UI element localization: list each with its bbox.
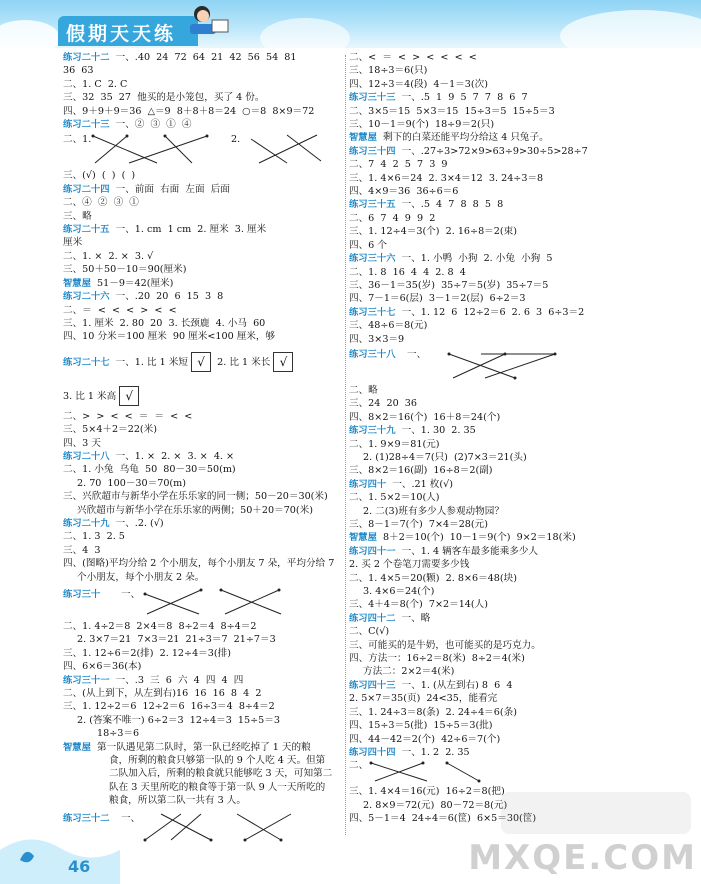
answer-line: 四、7－1＝6(层) 3－1＝2(层) 6÷2＝3 [349,293,526,305]
answer-line: 练习三十一 一、.3 三 6 六 4 四 4 四 [63,674,244,686]
book-title: 假期天天练 [66,23,177,45]
section-label: 练习四十 [349,478,387,490]
answer-line: 三、1. 24÷3＝8(条) 2. 24÷4＝6(条) [349,706,517,718]
answer-line: 二、1. 8 16 4 4 2. 8 4 [349,266,466,278]
section-label: 练习二十七 [63,356,110,368]
answer-line: 三、1. 12÷6＝2(排) 2. 12÷4＝3(排) [63,647,231,659]
answer-line: 二、< ＝ < > < < < < [349,52,477,63]
answer-line: 三、1. 12÷2＝6 12÷2＝6 16÷3＝4 8÷4＝2 [63,701,275,713]
answer-line: 练习二十四 一、前面 右面 左面 后面 [63,183,230,195]
answer-line: 智慧屋 剩下的白菜还能平均分给这 4 只兔子。 [349,132,549,144]
answer-line: 四、12÷3＝4(段) 4－1＝3(次) [349,78,488,90]
matching-figure: 练习三十八 一、 [349,346,649,384]
answer-line: 3. 4×6＝24(个) [363,586,435,598]
section-label: 练习三十九 [349,425,396,437]
answer-line: 四、方法一：16÷2＝8(米) 8÷2＝4(米) [349,653,525,665]
answer-line: 练习二十七 一、1. 比 1 米短 √ 2. 比 1 米长 √ [63,350,343,376]
answer-line: 练习三十五 一、.5 4 7 8 8 5 8 [349,199,504,211]
column-divider [345,55,346,835]
section-label: 智慧屋 [349,132,377,144]
check-box: √ [119,386,139,406]
answer-line: 智慧屋 第一队遇见第二队时，第一队已经吃掉了 1 天的粮 [63,741,311,753]
answer-line: 二、1. C 2. C [63,78,128,90]
answer-line: 二、1. 3 2. 5 [63,531,125,543]
answer-line: 四、6 个 [349,239,387,251]
answer-line: 三、(√) ( ) ( ) [63,170,136,182]
answer-line: 二、1. × 2. × 3. √ [63,250,154,262]
answer-line: 队在 3 天里所吃的粮食等于第一队 9 人一天所吃的 [109,781,326,793]
answer-line: 二、7 4 2 5 7 3 9 [349,159,448,171]
section-label: 智慧屋 [63,277,91,289]
section-label: 练习四十二 [349,612,396,624]
header-banner [0,0,701,48]
answer-line: 三、可能买的是牛奶，也可能买的是巧克力。 [349,639,541,651]
answer-line: 练习四十三 一、1. (从左到右) 8 6 4 [349,679,513,691]
answer-line: 练习二十八 一、1. × 2. × 3. × 4. × [63,450,235,462]
check-box: √ [191,352,211,372]
answer-line: 二、＝ < < < > < < [63,304,177,316]
answer-line: 三、1. 4×4＝16(元) 16÷2＝8(把) [349,786,505,798]
answer-line: 2. 70 100－30＝70(m) [77,477,187,489]
answer-line: 四、10 分米＝100 厘米 90 厘米<100 厘米，够 [63,331,276,343]
section-label: 练习四十三 [349,679,396,691]
answer-line: 2. 5×7＝35(页) 24<35，能看完 [349,693,498,705]
section-label: 练习四十一 [349,545,396,557]
answer-line: 三、18÷3＝6(只) [349,65,428,77]
answer-line: 36 63 [63,65,94,77]
section-label: 练习三十五 [349,199,396,211]
section-label: 练习二十九 [63,517,110,529]
answer-line: 四、8×2＝16(个) 16＋8＝24(个) [349,411,501,423]
answer-line: 练习二十五 一、1. cm 1 cm 2. 厘米 3. 厘米 [63,224,267,236]
answer-line: 练习三十九 一、1. 30 2. 35 [349,425,476,437]
wave-decoration [0,830,120,884]
answer-line: 三、24 20 36 [349,398,418,410]
section-label: 智慧屋 [63,741,91,753]
answer-line: 四、6×6＝36(本) [63,661,142,673]
answer-line: 个小朋友，每个小朋友 2 朵。 [77,571,205,583]
answer-line: 2. (1)28÷4＝7(只) (2)7×3＝21(头) [363,451,527,463]
answer-line: 三、8－1＝7(个) 7×4＝28(元) [349,519,488,530]
answer-line: 三、4 3 [63,544,101,556]
answer-line: 二、1. 小兔 乌龟 50 80－30＝50(m) [63,464,236,476]
answer-line: 三、8×2＝16(副) 16÷8＝2(副) [349,465,493,477]
answer-line: 粮食，所以第二队一共有 3 人。 [109,795,246,807]
answer-line: 四、15÷3＝5(批) 15÷5＝3(批) [349,720,493,732]
answer-line: 厘米 [63,237,83,249]
answer-line: 三、36－1＝35(岁) 35÷7＝5(岁) 35÷7＝5 [349,279,549,291]
section-label: 练习二十三 [63,119,110,131]
answer-line: 二、6 7 4 9 9 2 [349,212,436,224]
answer-line: 练习二十六 一、.20 20 6 15 3 8 [63,291,224,303]
section-label: 练习三十二 [63,812,110,824]
section-label: 练习三十 [63,589,101,600]
answer-line: 二、④ ② ③ ① [63,197,139,209]
answer-line: 二、1. 4×5＝20(颗) 2. 8×6＝48(块) [349,572,517,584]
answer-line: 四、(图略)平均分给 2 个小朋友，每个小朋友 7 朵，平均分给 7 [63,558,335,570]
answer-line: 三、1. 厘米 2. 80 20 3. 长颈鹿 4. 小马 60 [63,317,266,329]
answer-line: 练习四十四 一、1. 2 2. 35 [349,746,470,758]
answer-line: 2. 买 2 个卷笔刀需要多少钱 [349,559,470,571]
answer-line: 三、1. 4×6＝24 2. 3×4＝12 3. 24÷3＝8 [349,172,544,184]
answer-line: 二、> > < < ＝ ＝ < < [63,410,193,422]
answer-line: 二、1. 5×2＝10(人) [349,492,440,504]
answer-line: 18÷3＝6 [97,728,140,740]
answer-line: 四、3 天 [63,437,101,449]
section-label: 练习四十四 [349,746,396,758]
check-box: √ [273,352,293,372]
section-label: 练习三十八 [349,348,396,360]
page-number: 46 [68,857,91,876]
answer-line: 三、兴欣超市与新华小学在乐乐家的同一侧；50－20＝30(米) [63,491,328,503]
answer-line: 三、4＋4＝8(个) 7×2＝14(人) [349,599,488,611]
answer-line: 练习四十 一、.21 枚(√) [349,478,453,490]
answer-line: 智慧屋 51－9＝42(厘米) [63,277,174,289]
answer-line: 练习三十三 一、.5 1 9 5 7 7 8 6 7 [349,92,528,104]
left-column [63,51,343,848]
answer-line: 练习二十二 一、.40 24 72 64 21 42 56 54 81 [63,52,297,63]
section-label: 练习二十八 [63,450,110,462]
answer-line: 3. 比 1 米高 √ [63,384,343,410]
answer-line: 三、1. 12÷4＝3(个) 2. 16÷8＝2(束) [349,226,517,238]
answer-line: 四、5－1＝4 24÷4＝6(筐) 6×5＝30(筐) [349,813,537,825]
cloud-decoration [560,10,701,48]
answer-line: 三、5×4＋2＝22(米) [63,424,158,436]
matching-figure: 二、1. 2. [63,131,343,169]
answer-line: 二、1. 9×9＝81(元) [349,438,440,450]
section-label: 练习三十六 [349,253,396,265]
matching-lines-figure [141,808,311,848]
answer-line: 练习三十六 一、1. 小鸭 小狗 2. 小兔 小狗 5 [349,253,553,265]
section-label: 练习二十五 [63,224,110,236]
answer-line: 三、32 35 27 他买的是小笼包，买了 4 份。 [63,92,265,104]
section-label: 练习二十六 [63,291,110,303]
answer-line: 2. 8×9＝72(元) 80－72＝8(元) [363,799,508,811]
answer-line: 三、略 [63,210,92,222]
answer-line: 四、4×9＝36 36÷6＝6 [349,186,459,198]
section-label: 练习二十二 [63,52,110,63]
matching-lines-figure [247,131,327,169]
answer-line: 二、略 [349,384,378,396]
section-label: 练习二十四 [63,183,110,195]
section-label: 练习三十一 [63,674,110,686]
section-label: 练习三十七 [349,306,396,318]
answer-line: 二、1. 4÷2＝8 2×4＝8 8÷2＝4 8÷4＝2 [63,621,257,632]
answer-line: 方法二：2×2＝4(米) [363,666,455,678]
child-reading-icon [182,2,232,46]
answer-line: 四、44－42＝2(个) 42÷6＝7(个) [349,733,501,745]
answer-line: 三、10－1＝9(个) 18÷9＝2(只) [349,119,495,131]
answer-line: 三、50＋50－10＝90(厘米) [63,264,187,276]
answer-line: 四、9＋9＋9＝36 △＝9 8＋8＋8＝24 ○＝8 8×9＝72 [63,105,315,117]
answer-line: 智慧屋 8＋2＝10(个) 10－1＝9(个) 9×2＝18(米) [349,532,576,544]
answer-line: 三、48÷6＝8(元) [349,320,428,332]
answer-line: 练习二十九 一、.2. (√) [63,517,164,529]
cloud-decoration [260,18,350,48]
book-title-tab [58,16,198,46]
section-label: 智慧屋 [349,532,377,544]
matching-lines-figure [87,131,237,169]
answer-line: 2. 3×7＝21 7×3＝21 21÷3＝7 21÷7＝3 [77,634,276,646]
matching-figure: 练习三十二 一、 [63,808,343,848]
answer-line: 兴欣超市与新华小学在乐乐家的两侧；50＋20＝70(米) [77,504,313,516]
matching-figure: 练习三十 一、 [63,584,343,620]
answer-line: 练习二十三 一、② ③ ① ④ [63,119,192,131]
right-column [349,51,649,826]
answer-line: 二队加入后，所剩的粮食就只能够吃 3 天，可知第二 [109,768,333,780]
answer-line: 练习三十七 一、1. 12 6 12÷2＝6 2. 6 3 6÷3＝2 [349,306,585,318]
answer-line: 练习四十二 一、略 [349,612,431,624]
answer-line: 二、(从上到下，从左到右)16 16 16 8 4 2 [63,688,262,700]
matching-lines-figure [141,584,291,620]
answer-line: 2. 二(3)班有多少人参观动物园？ [363,505,504,517]
cloud-decoration [0,20,60,48]
watermark-badge [501,792,691,834]
section-label: 练习三十三 [349,92,396,104]
section-label: 练习三十四 [349,145,396,157]
matching-lines-figure [445,346,565,384]
answer-line: 四、3×3＝9 [349,333,405,345]
matching-lines-figure [367,759,487,785]
answer-line: 食，所剩的粮食只够第一队的 9 个人吃 4 天。但第 [109,755,326,767]
answer-line: 二、C(√) [349,626,390,638]
answer-line: 二、3×5＝15 5×3＝15 15÷3＝5 15÷5＝3 [349,105,555,117]
watermark: MXQE.COM [468,838,697,878]
matching-figure: 二、 [349,759,649,785]
answer-line: 2. (答案不唯一) 6÷2＝3 12÷4＝3 15÷5＝3 [77,714,280,726]
answer-line: 练习三十四 一、.27÷3>72×9>63÷9>30÷5>28÷7 [349,145,588,157]
answer-line: 练习四十一 一、1. 4 辆客车最多能乘多少人 [349,545,539,557]
